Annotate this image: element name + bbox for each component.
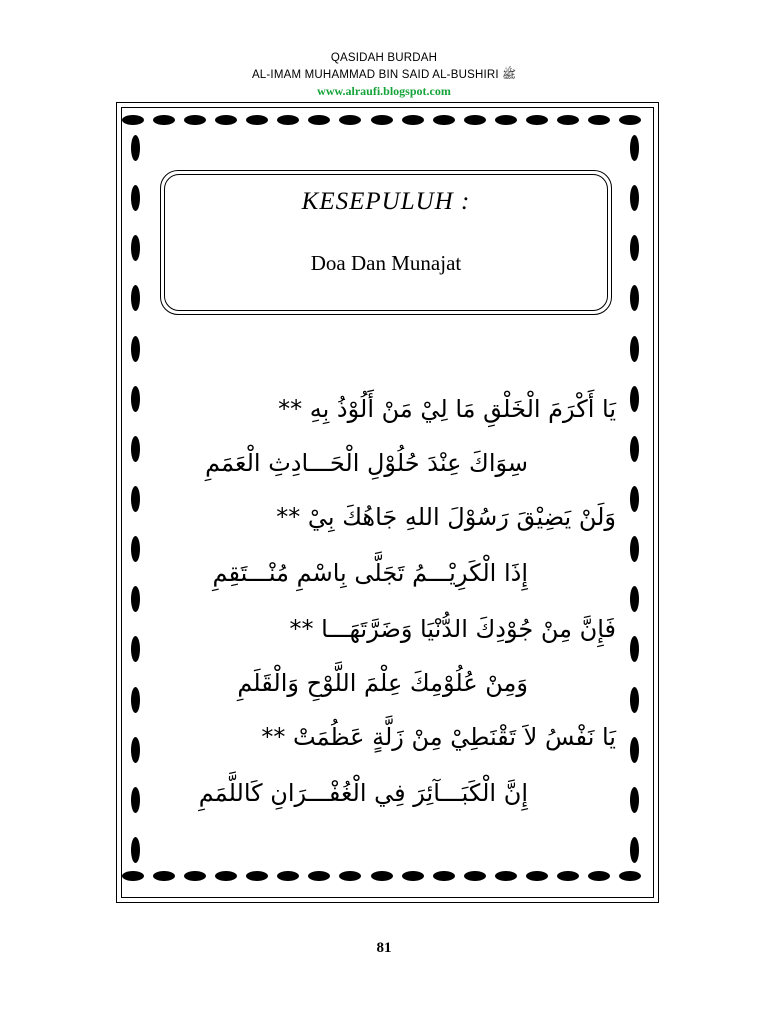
frame-dash — [402, 871, 424, 881]
frame-dash — [630, 787, 639, 813]
frame-dash — [630, 837, 639, 863]
verse-line: إِنَّ الْكَبَـــآئِرَ فِي الْغُفْـــرَانِ كَاللَّمَمِ — [198, 779, 528, 807]
frame-dash — [402, 115, 424, 125]
frame-dash — [557, 871, 579, 881]
frame-dash — [630, 486, 639, 512]
frame-dash — [557, 115, 579, 125]
frame-dash — [588, 115, 610, 125]
frame-dash — [371, 871, 393, 881]
page-number: 81 — [376, 940, 392, 956]
frame-dash — [464, 871, 486, 881]
frame-dash — [630, 336, 639, 362]
frame-dash — [630, 737, 639, 763]
frame-dash — [630, 636, 639, 662]
header-website[interactable]: www.alraufi.blogspot.com — [317, 84, 451, 98]
section-subtitle: Doa Dan Munajat — [310, 251, 462, 275]
frame-dash — [131, 486, 140, 512]
frame-dash — [122, 115, 144, 125]
frame-dash — [131, 737, 140, 763]
frame-dash — [131, 386, 140, 412]
frame-dash — [630, 185, 639, 211]
verse-line: وَمِنْ عُلُوْمِكَ عِلْمَ اللَّوْحِ وَالْقَلَمِ — [237, 669, 528, 697]
section-title: KESEPULUH : — [301, 188, 471, 215]
frame-dash — [630, 536, 639, 562]
frame-dash — [131, 586, 140, 612]
frame-dash — [184, 871, 206, 881]
verse-line: وَلَنْ يَضِيْقَ رَسُوْلَ اللهِ جَاهُكَ بِيْ ** — [276, 503, 616, 531]
frame-dash — [495, 115, 517, 125]
header-title: QASIDAH BURDAH — [330, 52, 438, 64]
frame-dash — [588, 871, 610, 881]
frame-dash — [630, 586, 639, 612]
frame-dash — [131, 336, 140, 362]
frame-dash — [433, 871, 455, 881]
frame-dash — [131, 536, 140, 562]
frame-dash — [464, 115, 486, 125]
frame-dash — [630, 135, 639, 161]
frame-dash — [371, 115, 393, 125]
frame-dash — [131, 687, 140, 713]
frame-dash — [433, 115, 455, 125]
frame-dash — [619, 871, 641, 881]
frame-dash — [131, 185, 140, 211]
frame-dash — [526, 871, 548, 881]
frame-dash — [122, 871, 144, 881]
frame-dash — [630, 235, 639, 261]
verse-line: فَإِنَّ مِنْ جُوْدِكَ الدُّنْيَا وَضَرَّتَهَـــا ** — [289, 615, 616, 643]
frame-dash — [131, 436, 140, 462]
frame-dash — [153, 871, 175, 881]
verse-line: سِوَاكَ عِنْدَ حُلُوْلِ الْحَـــادِثِ الْعَمَمِ — [205, 449, 528, 477]
frame-dash — [630, 285, 639, 311]
frame-dash — [184, 115, 206, 125]
frame-dash — [131, 837, 140, 863]
header-author: AL-IMAM MUHAMMAD BIN SAID AL-BUSHIRI ﷺ — [251, 69, 517, 81]
verse-line: يَا نَفْسُ لاَ تَقْنَطِيْ مِنْ زَلَّةٍ عَظُمَتْ ** — [261, 723, 616, 751]
frame-dash — [131, 135, 140, 161]
frame-dash — [131, 235, 140, 261]
frame-dash — [619, 115, 641, 125]
frame-dash — [495, 871, 517, 881]
frame-dash — [630, 687, 639, 713]
frame-dash — [131, 636, 140, 662]
frame-dash — [153, 115, 175, 125]
frame-dash — [526, 115, 548, 125]
frame-dash — [131, 285, 140, 311]
frame-dash — [131, 787, 140, 813]
verse-line: إِذَا الْكَرِيْـــمُ تَجَلَّى بِاسْمِ مُنْـــتَقِمِ — [212, 559, 528, 587]
frame-dash — [630, 436, 639, 462]
frame-dash — [630, 386, 639, 412]
verse-line: يَا أَكْرَمَ الْخَلْقِ مَا لِيْ مَنْ أَلُوْذُ بِهِ ** — [278, 395, 616, 423]
